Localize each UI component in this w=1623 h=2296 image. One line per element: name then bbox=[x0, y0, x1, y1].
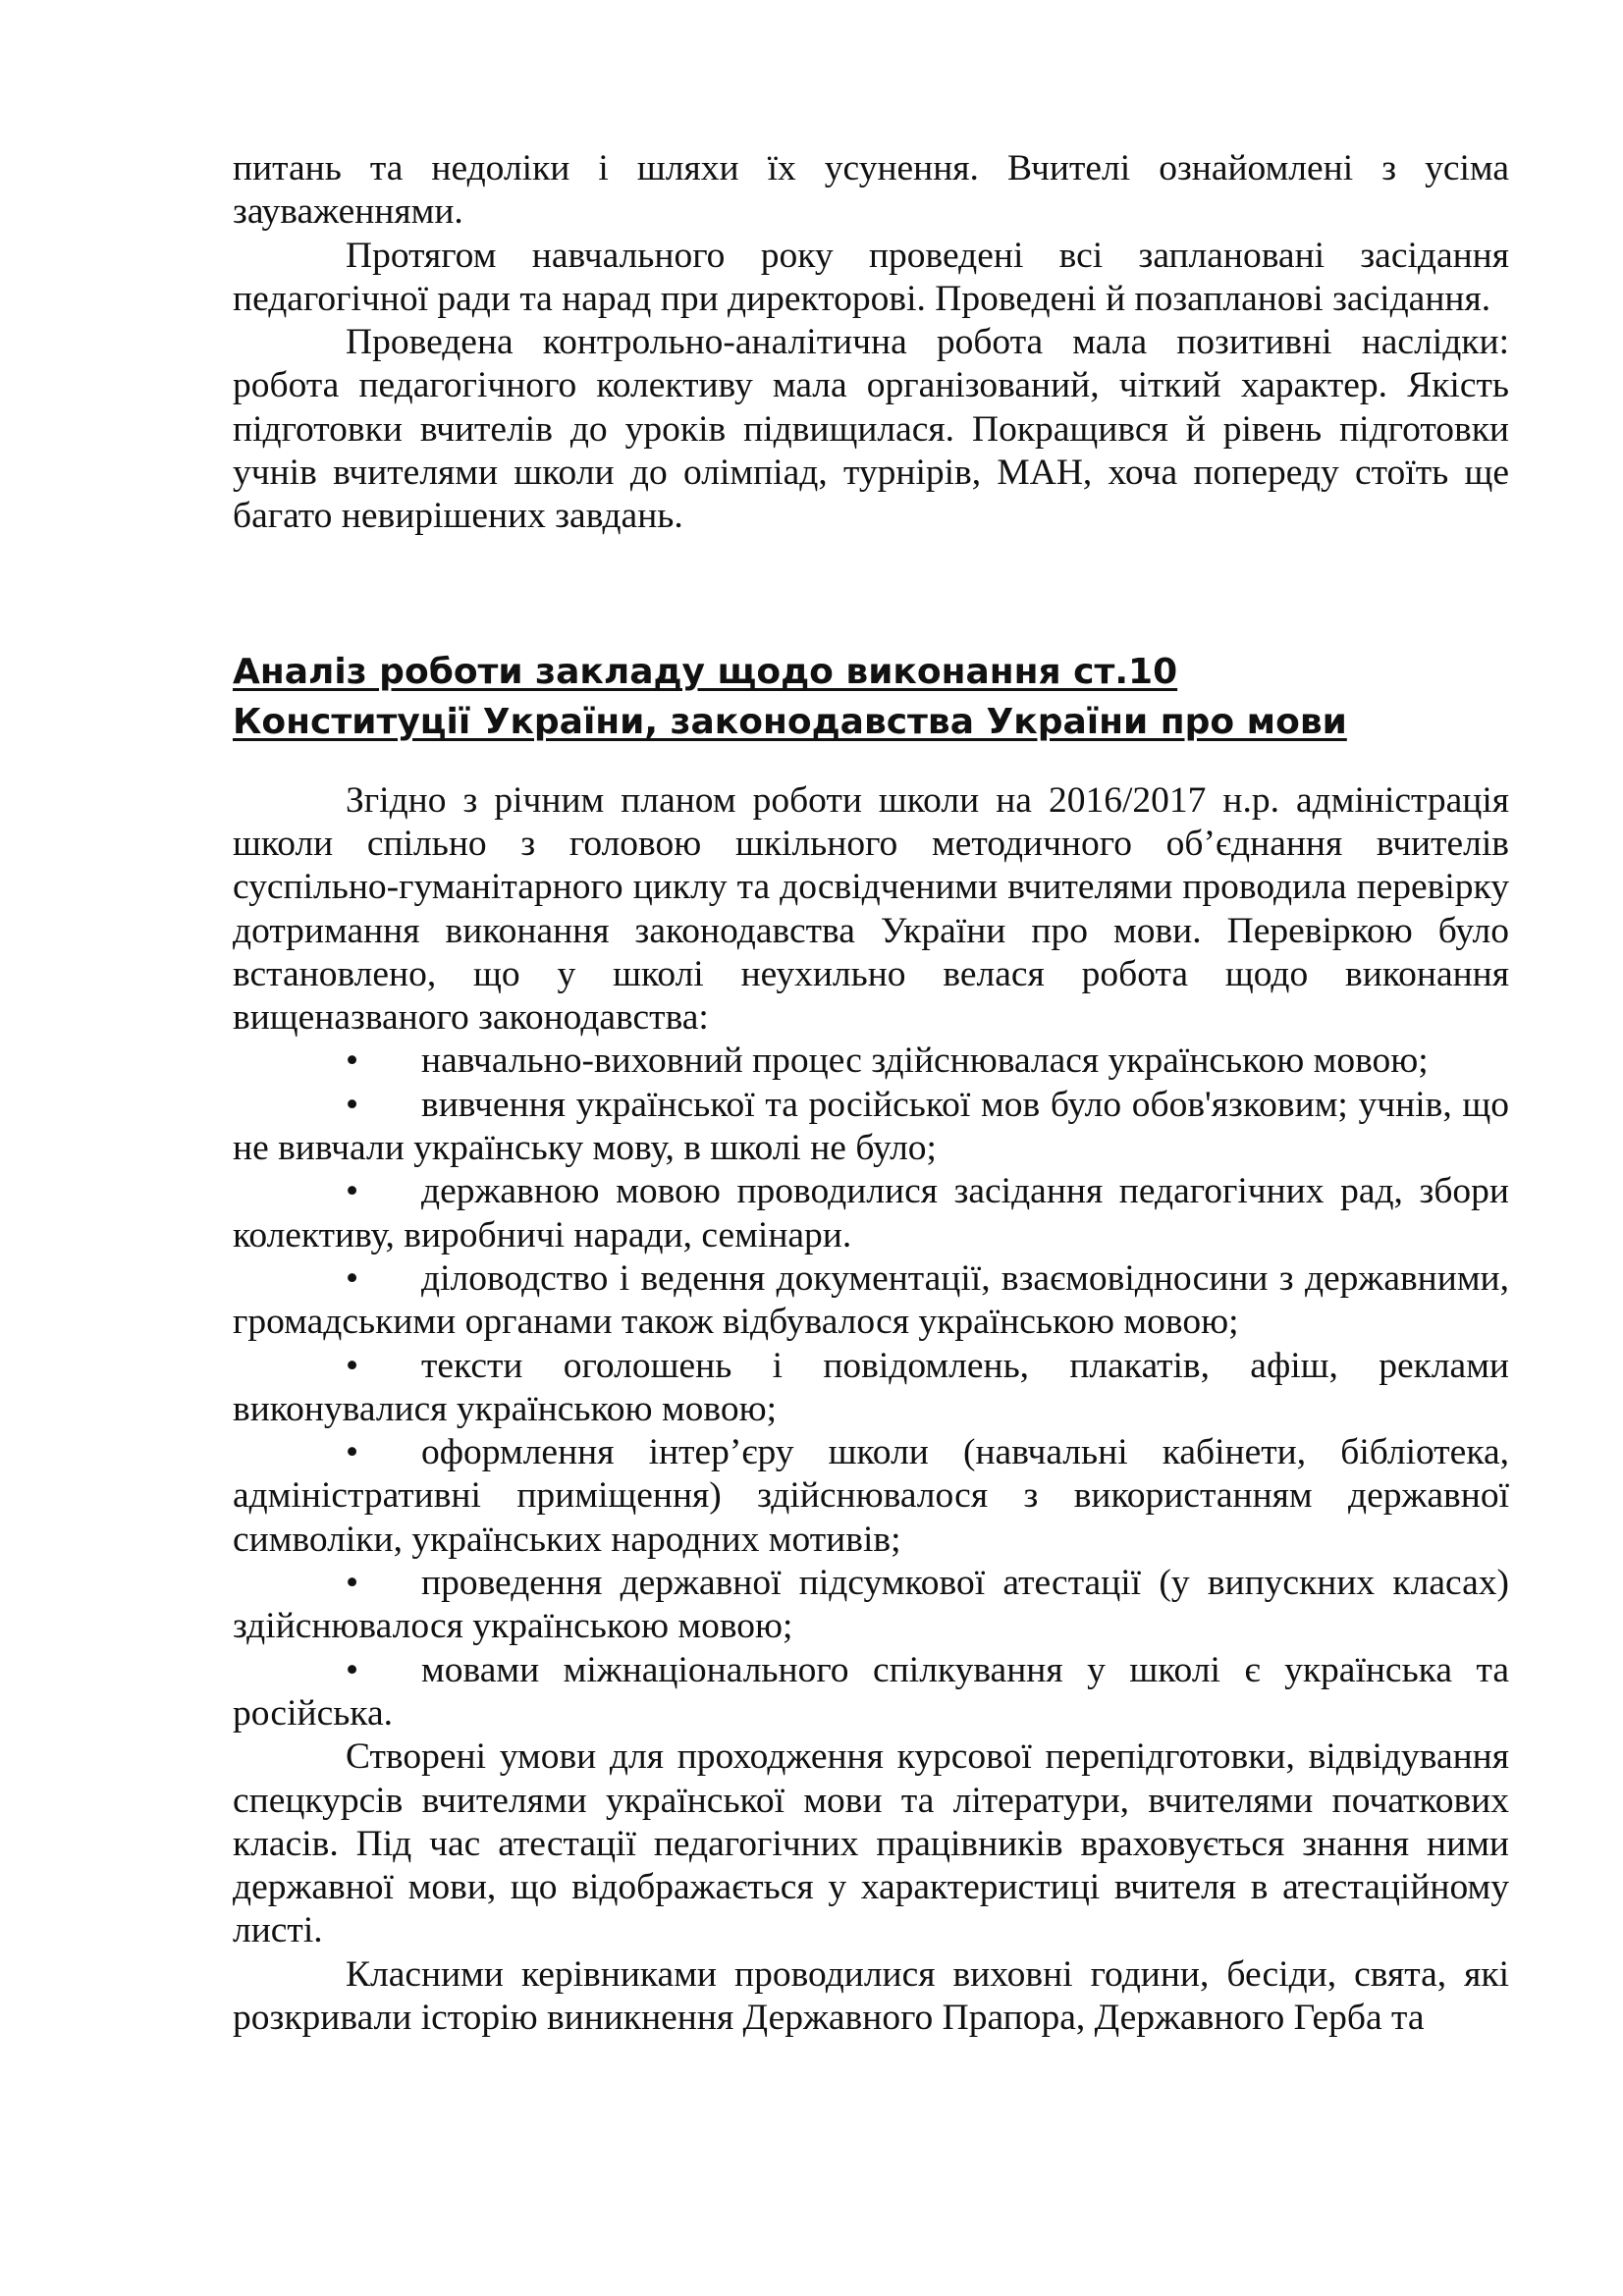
lead-paragraph: Згідно з річним планом роботи школи на 2016/2017 н.р. адміністрація школи спільно з головою шкільного методичного об’єднання вчителів суспільно-гуманітарного циклу та досвідченими вчителями проводила перевірку дотримання виконання законодавства України про мови. Перевіркою було встановлено, що у школі неухильно велася робота щодо виконання вищеназваного законодавства: bbox=[233, 779, 1509, 1039]
list-item-text: вивчення української та російської мов було обов'язковим; учнів, що не вивчали українську мову, в школі не було; bbox=[233, 1084, 1509, 1169]
list-item bbox=[233, 1345, 1509, 1432]
list-item bbox=[233, 1649, 1509, 1736]
spacer bbox=[233, 539, 1509, 647]
document-page bbox=[233, 147, 1509, 2040]
list-item bbox=[233, 1431, 1509, 1562]
spacer bbox=[233, 747, 1509, 779]
list-item-text: мовами міжнаціонального спілкування у школі є українська та російська. bbox=[233, 1649, 1509, 1734]
section-heading-line-1: Аналіз роботи закладу щодо виконання ст.10 bbox=[233, 651, 1178, 692]
bullet-icon: • bbox=[346, 1432, 359, 1473]
list-item bbox=[233, 1040, 1509, 1083]
bullet-icon: • bbox=[346, 1649, 359, 1690]
bullet-icon: • bbox=[346, 1084, 359, 1125]
list-item-text: діловодство і ведення документації, взаємовідносини з державними, громадськими органами також відбувалося українською мовою; bbox=[233, 1257, 1509, 1343]
section-heading-line-2: Конституції України, законодавства України про мови bbox=[233, 701, 1347, 742]
list-item bbox=[233, 1084, 1509, 1171]
list-item bbox=[233, 1257, 1509, 1345]
list-item-text: навчально-виховний процес здійснювалася українською мовою; bbox=[421, 1041, 1429, 1082]
paragraph: Проведена контрольно-аналітична робота мала позитивні наслідки: робота педагогічного колективу мала організований, чіткий характер. Якість підготовки вчителів до уроків підвищилася. Покращився й рівень підготовки учнів вчителями школи до олімпіад, турнірів, МАН, хоча попереду стоїть ще багато невирішених завдань. bbox=[233, 322, 1509, 537]
bullet-icon: • bbox=[346, 1345, 359, 1386]
list-item bbox=[233, 1562, 1509, 1649]
bullet-list bbox=[233, 1040, 1509, 1735]
paragraph: Протягом навчального року проведені всі заплановані засідання педагогічної ради та нарад при директорові. Проведені й позапланові засідання. bbox=[233, 235, 1509, 319]
bullet-icon: • bbox=[346, 1257, 359, 1299]
list-item-text: тексти оголошень і повідомлень, плакатів, афіш, реклами виконувалися українською мовою; bbox=[233, 1345, 1509, 1429]
paragraph: питань та недоліки і шляхи їх усунення. Вчителі ознайомлені з усіма зауваженнями. bbox=[233, 148, 1509, 233]
bullet-icon: • bbox=[346, 1171, 359, 1212]
list-item-text: проведення державної підсумкової атестації (у випускних класах) здійснювалося українською мовою; bbox=[233, 1563, 1509, 1647]
section-heading bbox=[233, 647, 1509, 747]
list-item bbox=[233, 1170, 1509, 1257]
paragraph: Створені умови для проходження курсової перепідготовки, відвідування спецкурсів вчителями української мови та літератури, вчителями початкових класів. Під час атестації педагогічних працівників враховується знання ними державної мови, що відображається у характеристиці вчителя в атестаційному листі. bbox=[233, 1736, 1509, 1951]
list-item-text: державною мовою проводилися засідання педагогічних рад, збори колективу, виробничі наради, семінари. bbox=[233, 1171, 1509, 1255]
list-item-text: оформлення інтер’єру школи (навчальні кабінети, бібліотека, адміністративні приміщення) здійснювалося з використанням державної символіки, українських народних мотивів; bbox=[233, 1432, 1509, 1560]
bullet-icon: • bbox=[346, 1563, 359, 1604]
paragraph: Класними керівниками проводилися виховні години, бесіди, свята, які розкривали історію виникнення Державного Прапора, Державного Герба та bbox=[233, 1953, 1509, 2038]
bullet-icon: • bbox=[346, 1041, 359, 1082]
